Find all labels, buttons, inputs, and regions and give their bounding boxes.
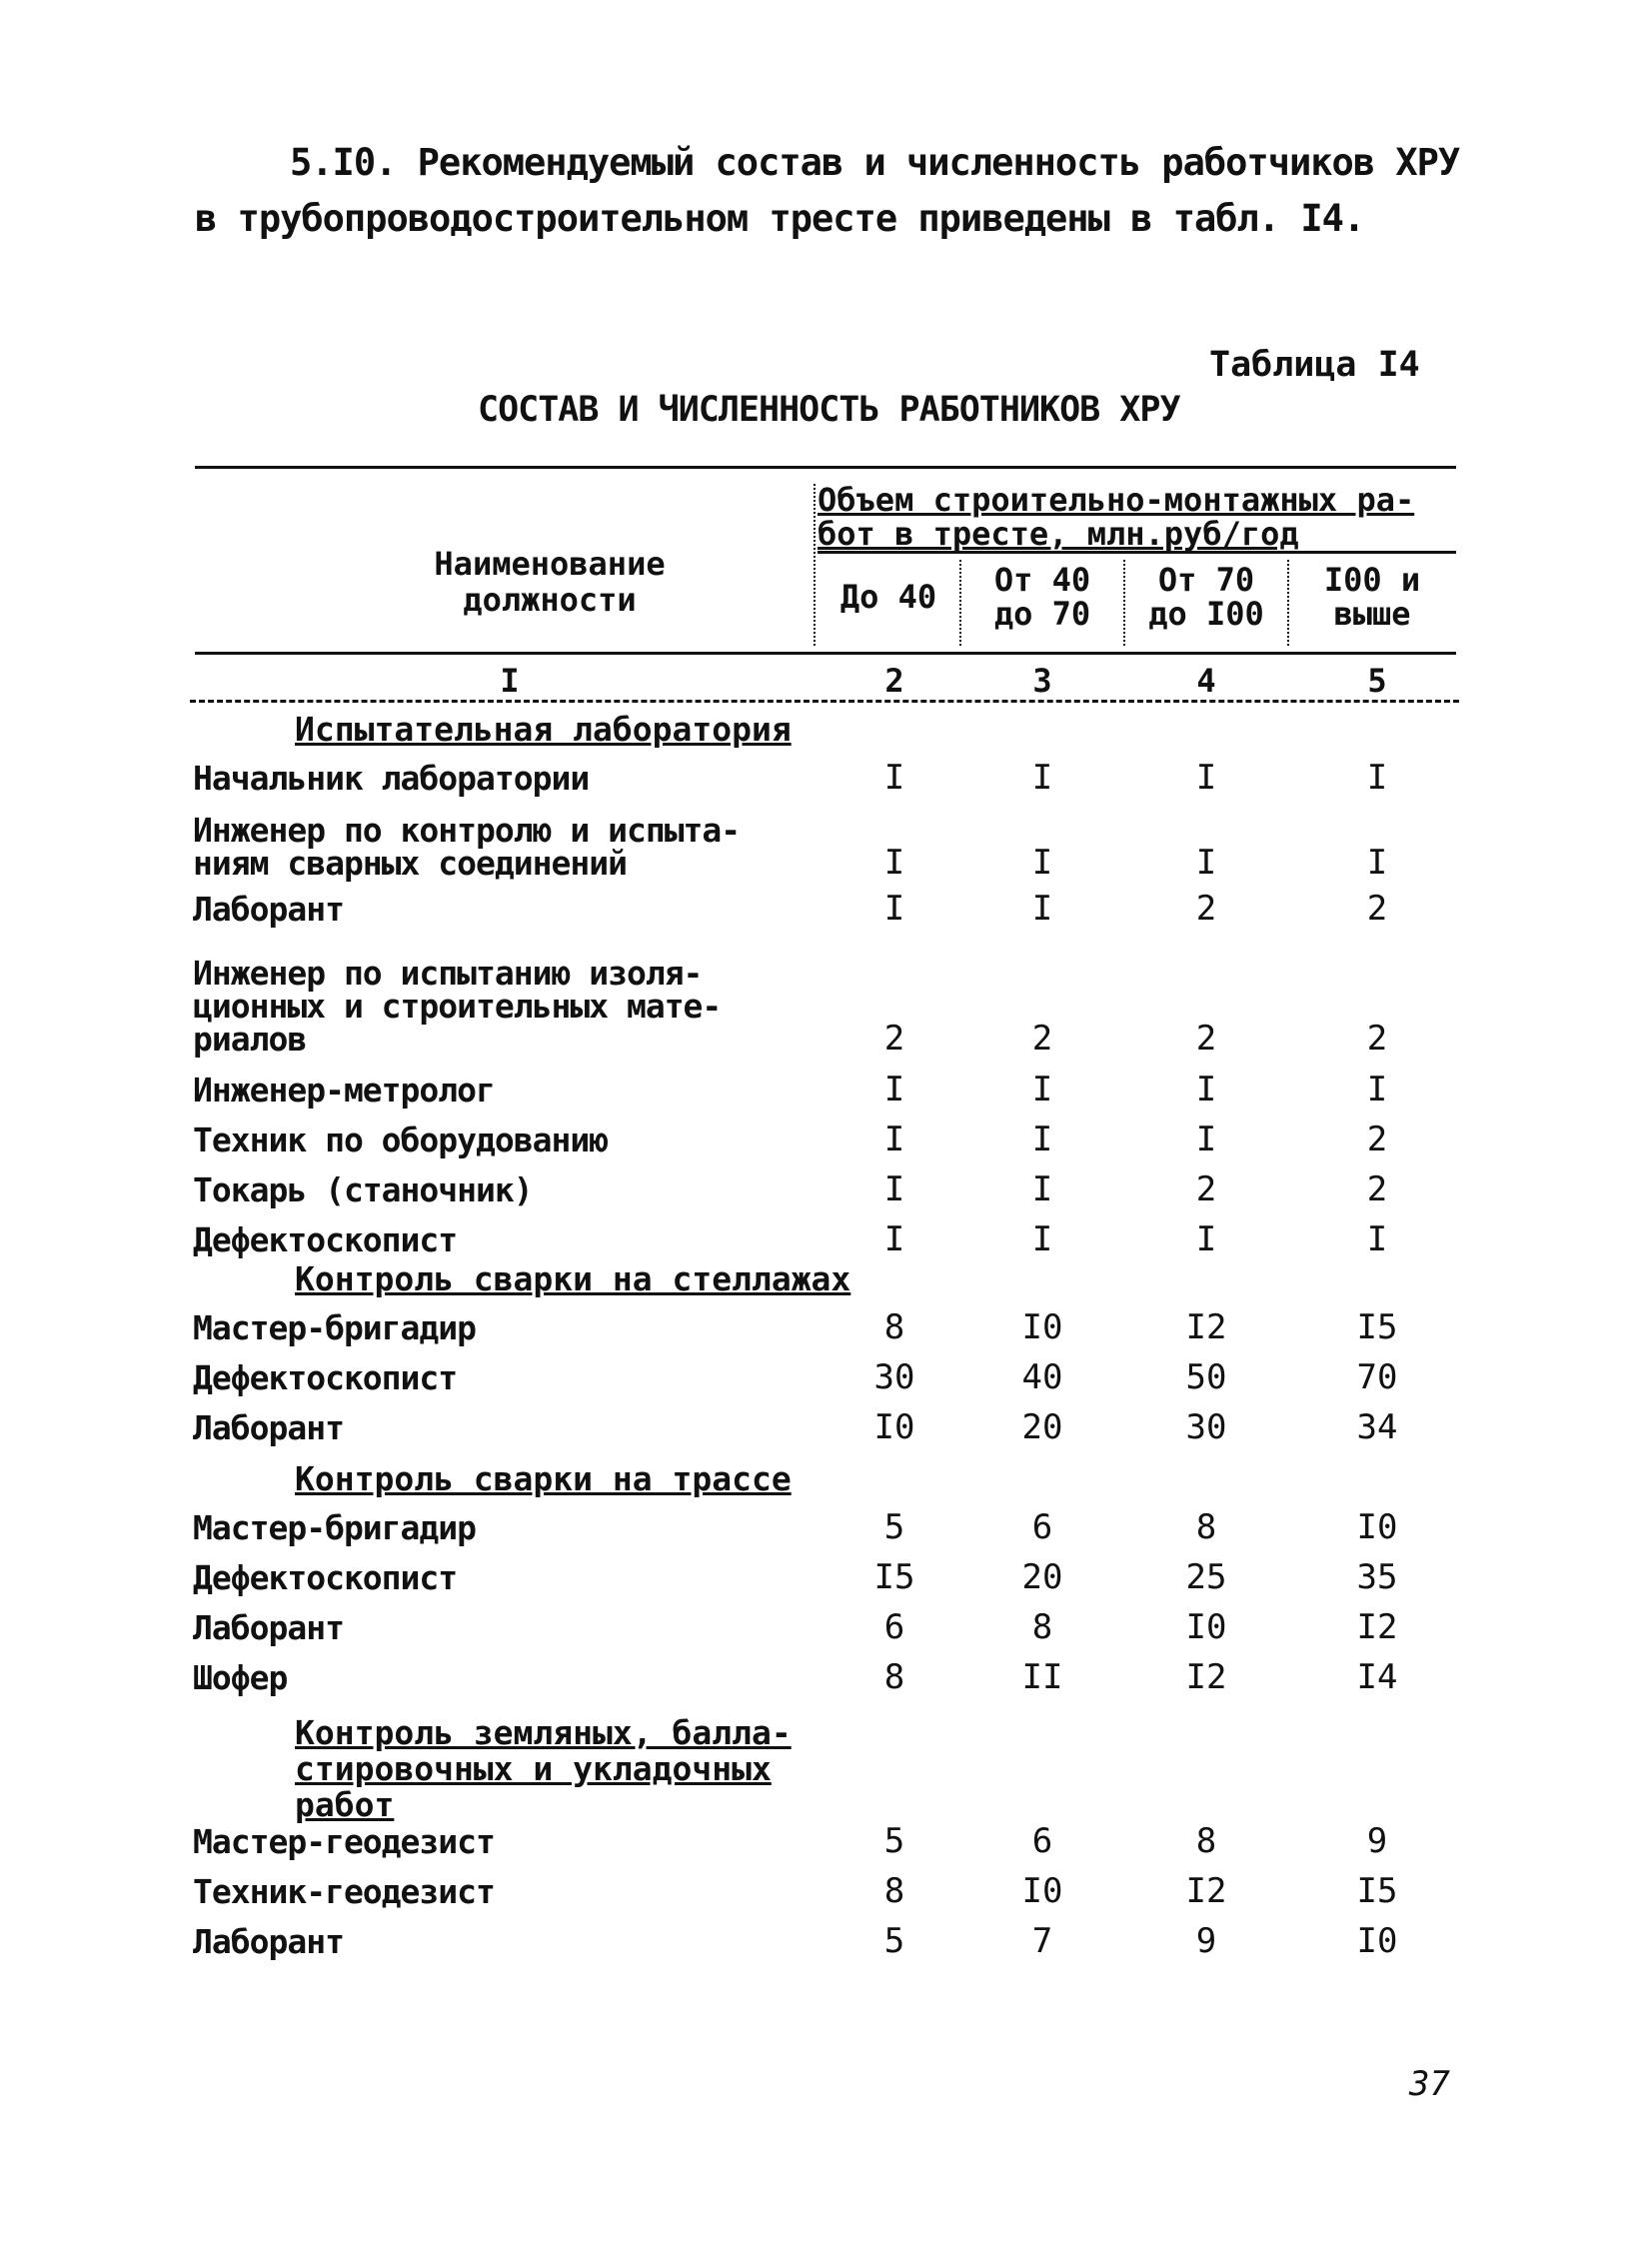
position-name bbox=[193, 1872, 832, 1911]
position-name-line: Шофер bbox=[193, 1658, 288, 1697]
table-cell: I2 bbox=[1356, 1607, 1398, 1647]
table-cell: I bbox=[883, 758, 905, 798]
position-name-line: Начальник лаборатории bbox=[193, 759, 590, 798]
section-title bbox=[295, 712, 792, 748]
position-name-line: Мастер-бригадир bbox=[193, 1308, 477, 1347]
header-name-line: должности bbox=[463, 581, 637, 619]
column-number: 2 bbox=[884, 662, 904, 700]
table-cell: 2 bbox=[1366, 1120, 1388, 1159]
section-title bbox=[295, 1461, 792, 1497]
header-col-text: До 40 bbox=[839, 578, 937, 616]
header-col-text: выше bbox=[1333, 595, 1411, 633]
table-cell: I bbox=[1195, 843, 1217, 883]
table-cell: I bbox=[1031, 1219, 1053, 1259]
section-title-line: Контроль сварки на трассе bbox=[295, 1459, 792, 1498]
table-cell: 6 bbox=[1031, 1821, 1053, 1861]
table-cell: 25 bbox=[1185, 1557, 1227, 1597]
table-cell: I bbox=[883, 843, 905, 883]
table-cell: I bbox=[1366, 1070, 1388, 1110]
table-cell: I bbox=[1031, 889, 1053, 929]
position-name bbox=[193, 1658, 832, 1697]
table-cell: 2 bbox=[1195, 1019, 1217, 1059]
table-cell: 2 bbox=[1366, 1019, 1388, 1059]
table-cell: I2 bbox=[1185, 1307, 1227, 1347]
table-cell: I0 bbox=[1021, 1871, 1063, 1911]
table-cell: I bbox=[1031, 758, 1053, 798]
column-number: I bbox=[500, 662, 520, 700]
position-name-line: Лаборант bbox=[193, 1408, 344, 1447]
column-number: 3 bbox=[1032, 662, 1052, 700]
position-name-line: Инженер-метролог bbox=[193, 1071, 495, 1110]
table-cell: 8 bbox=[883, 1657, 905, 1697]
table-cell: I bbox=[1031, 1070, 1053, 1110]
header-volume-line: Объем строительно-монтажных ра- bbox=[818, 481, 1415, 519]
table-cell: I5 bbox=[1356, 1871, 1398, 1911]
table-cell: 30 bbox=[873, 1357, 915, 1397]
table-cell: 5 bbox=[883, 1821, 905, 1861]
table-cell: I0 bbox=[1185, 1607, 1227, 1647]
position-name bbox=[193, 1822, 832, 1861]
table-cell: I bbox=[883, 1219, 905, 1259]
table-cell: 35 bbox=[1356, 1557, 1398, 1597]
table-cell: I0 bbox=[1356, 1507, 1398, 1547]
table-cell: 9 bbox=[1366, 1821, 1388, 1861]
table-cell: I5 bbox=[873, 1557, 915, 1597]
header-position-name bbox=[380, 546, 720, 618]
table-cell: I bbox=[883, 1169, 905, 1209]
position-name-line: Дефектоскопист bbox=[193, 1358, 458, 1397]
section-title-line: работ bbox=[295, 1785, 395, 1824]
table-cell: 2 bbox=[1195, 1169, 1217, 1209]
table-cell: 8 bbox=[883, 1871, 905, 1911]
position-name-line: Мастер-бригадир bbox=[193, 1508, 477, 1547]
table-cell: 6 bbox=[1031, 1507, 1053, 1547]
section-title-line: Контроль сварки на стеллажах bbox=[295, 1259, 851, 1298]
table-cell: I bbox=[1031, 843, 1053, 883]
position-name bbox=[193, 1170, 832, 1209]
position-name bbox=[193, 1608, 832, 1647]
section-title bbox=[295, 1261, 850, 1297]
position-name bbox=[193, 1358, 832, 1397]
header-col-3 bbox=[961, 563, 1123, 631]
page-number: 37 bbox=[1409, 2064, 1450, 2104]
table-cell: I0 bbox=[873, 1407, 915, 1447]
header-col-text: I00 и bbox=[1323, 561, 1421, 599]
position-name bbox=[193, 890, 832, 929]
table-cell: I bbox=[1195, 1070, 1217, 1110]
table-top-rule bbox=[195, 466, 1456, 469]
table-cell: I0 bbox=[1356, 1921, 1398, 1961]
section-title-line: Контроль земляных, балла- bbox=[295, 1713, 792, 1752]
position-name-line: Дефектоскопист bbox=[193, 1558, 458, 1597]
table-cell: I5 bbox=[1356, 1307, 1398, 1347]
table-cell: 2 bbox=[1195, 889, 1217, 929]
table-cell: 6 bbox=[883, 1607, 905, 1647]
position-name bbox=[193, 1558, 832, 1597]
table-cell: 8 bbox=[1195, 1507, 1217, 1547]
table-cell: 20 bbox=[1021, 1407, 1063, 1447]
position-name bbox=[193, 1121, 832, 1159]
table-cell: 50 bbox=[1185, 1357, 1227, 1397]
position-name bbox=[193, 1408, 832, 1447]
position-name-line: риалов bbox=[193, 1020, 307, 1059]
section-title bbox=[295, 1715, 792, 1823]
table-cell: 30 bbox=[1185, 1407, 1227, 1447]
position-name bbox=[193, 1071, 832, 1110]
column-number: 5 bbox=[1367, 662, 1387, 700]
table-cell: 5 bbox=[883, 1921, 905, 1961]
position-name bbox=[193, 759, 832, 798]
table-cell: 2 bbox=[1366, 889, 1388, 929]
position-name bbox=[193, 811, 832, 883]
position-name-line: ционных и строительных мате- bbox=[193, 987, 722, 1026]
position-name bbox=[193, 1308, 832, 1347]
table-cell: 34 bbox=[1356, 1407, 1398, 1447]
position-name-line: Дефектоскопист bbox=[193, 1220, 458, 1259]
position-name bbox=[193, 954, 832, 1059]
table-cell: I bbox=[883, 1120, 905, 1159]
table-cell: 2 bbox=[1031, 1019, 1053, 1059]
table-cell: I bbox=[1031, 1120, 1053, 1159]
number-row-dashed-rule bbox=[190, 700, 1459, 703]
table-title: СОСТАВ И ЧИСЛЕННОСТЬ РАБОТНИКОВ ХРУ bbox=[478, 390, 1180, 430]
position-name-line: Лаборант bbox=[193, 890, 344, 929]
header-col-text: От 70 bbox=[1157, 561, 1255, 599]
table-cell: 40 bbox=[1021, 1357, 1063, 1397]
table-cell: I2 bbox=[1185, 1657, 1227, 1697]
table-cell: 2 bbox=[883, 1019, 905, 1059]
position-name-line: Инженер по контролю и испыта- bbox=[193, 811, 741, 850]
position-name-line: ниям сварных соединений bbox=[193, 844, 627, 883]
intro-line-1: 5.I0. Рекомендуемый состав и численность работчиков ХРУ bbox=[290, 141, 1460, 184]
table-cell: 8 bbox=[883, 1307, 905, 1347]
intro-line-2: в трубопроводостроительном тресте приведены в табл. I4. bbox=[195, 197, 1365, 240]
table-cell: I bbox=[1195, 1219, 1217, 1259]
table-cell: 70 bbox=[1356, 1357, 1398, 1397]
table-cell: I bbox=[1366, 1219, 1388, 1259]
section-title-line: стировочных и укладочных bbox=[295, 1749, 772, 1788]
position-name bbox=[193, 1220, 832, 1259]
table-cell: I bbox=[1031, 1169, 1053, 1209]
table-cell: II bbox=[1021, 1657, 1063, 1697]
table-cell: 8 bbox=[1031, 1607, 1053, 1647]
table-number: Таблица I4 bbox=[1209, 345, 1420, 385]
header-volume bbox=[818, 483, 1457, 551]
table-cell: I bbox=[1195, 1120, 1217, 1159]
header-name-line: Наименование bbox=[434, 545, 666, 583]
intro-paragraph bbox=[195, 135, 1494, 247]
table-cell: 7 bbox=[1031, 1921, 1053, 1961]
table-cell: I bbox=[1195, 758, 1217, 798]
position-name-line: Лаборант bbox=[193, 1608, 344, 1647]
header-bottom-rule bbox=[195, 652, 1456, 655]
section-title-line: Испытательная лаборатория bbox=[295, 710, 792, 749]
table-cell: 2 bbox=[1366, 1169, 1388, 1209]
table-cell: I4 bbox=[1356, 1657, 1398, 1697]
header-col-4 bbox=[1125, 563, 1287, 631]
table-cell: I2 bbox=[1185, 1871, 1227, 1911]
table-cell: I bbox=[1366, 843, 1388, 883]
header-col-text: От 40 bbox=[993, 561, 1091, 599]
table-cell: 20 bbox=[1021, 1557, 1063, 1597]
position-name-line: Техник по оборудованию bbox=[193, 1121, 609, 1159]
position-name-line: Инженер по испытанию изоля- bbox=[193, 954, 703, 993]
header-col-2 bbox=[818, 580, 959, 614]
header-col-text: до I00 bbox=[1148, 595, 1264, 633]
table-cell: 9 bbox=[1195, 1921, 1217, 1961]
column-separator bbox=[814, 484, 816, 646]
header-col-text: до 70 bbox=[993, 595, 1091, 633]
position-name bbox=[193, 1508, 832, 1547]
table-cell: I bbox=[883, 1070, 905, 1110]
column-number: 4 bbox=[1196, 662, 1216, 700]
table-cell: 8 bbox=[1195, 1821, 1217, 1861]
position-name-line: Мастер-геодезист bbox=[193, 1822, 495, 1861]
header-volume-line: бот в тресте, млн.руб/год bbox=[818, 515, 1299, 553]
position-name-line: Токарь (станочник) bbox=[193, 1170, 533, 1209]
table-cell: I0 bbox=[1021, 1307, 1063, 1347]
position-name-line: Техник-геодезист bbox=[193, 1872, 495, 1911]
position-name bbox=[193, 1922, 832, 1961]
table-cell: 5 bbox=[883, 1507, 905, 1547]
table-cell: I bbox=[883, 889, 905, 929]
table-cell: I bbox=[1366, 758, 1388, 798]
position-name-line: Лаборант bbox=[193, 1922, 344, 1961]
header-col-5 bbox=[1289, 563, 1455, 631]
